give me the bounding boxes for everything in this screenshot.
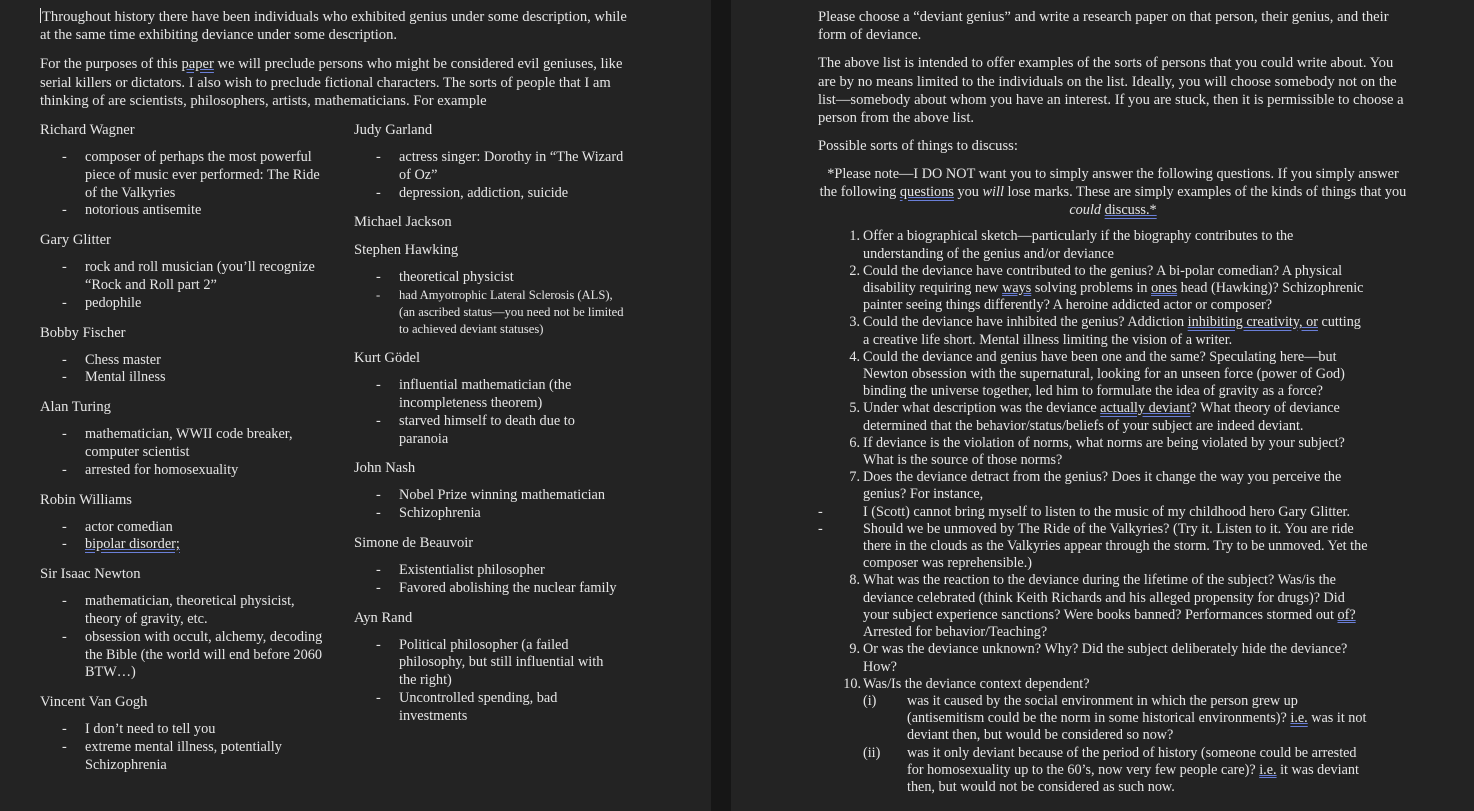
trait-item: - Existentialist philosopher: [354, 562, 624, 580]
question-item: 7. Does the deviance detract from the genius? Does it change the way you perceive the genius? For instance, - I (Scott) cannot bring myself to listen to the music of my childhood hero Gary Glitter. - Should we be unmoved by The Ride of the Valkyries? (Try it. Listen to it. You are ride there in the clouds as the Valkyries appear through the storm. Try to be unmoved. Yet the composer was reprehensible.): [818, 469, 1368, 572]
person-entry: [354, 534, 624, 598]
trait-item: - Chess master: [40, 352, 330, 370]
person-name: Alan Turing: [40, 399, 111, 416]
grammar-flag: questions: [899, 184, 954, 201]
examples-column-a: [40, 121, 330, 786]
person-name: Vincent Van Gogh: [40, 694, 148, 711]
person-entry: [354, 213, 624, 231]
person-entry: [354, 121, 624, 202]
topics-heading: Possible sorts of things to discuss:: [818, 138, 1018, 155]
grammar-flag: i.e.: [1259, 761, 1277, 778]
text-cursor: [40, 8, 41, 23]
roman-item: (i) was it caused by the social environment in which the person grew up (antisemitism could be the norm in some historical environments)? i.e. was it not deviant then, but would be considered so now?: [863, 692, 1367, 744]
questions-list: [818, 228, 1368, 796]
person-traits: [354, 637, 624, 726]
question-item: 8. What was the reaction to the deviance during the lifetime of the subject? Was/is the deviance celebrated (think Keith Richards and his alleged propensity for drugs)? Did your subject experience sanctions? Were books banned? Performances stormed out of? Arrested for behavior/Teaching?: [849, 572, 1356, 641]
trait-item: - arrested for homosexuality: [40, 462, 330, 480]
trait-item: - Nobel Prize winning mathematician: [354, 487, 624, 505]
trait-item: - composer of perhaps the most powerful piece of music ever performed: The Ride of the Valkyries: [40, 149, 330, 202]
person-name: Stephen Hawking: [354, 242, 459, 259]
person-traits: [354, 377, 624, 448]
sub-item: - Should we be unmoved by The Ride of the Valkyries? (Try it. Listen to it. You are ride there in the clouds as the Valkyries appear through the storm. Try to be unmoved. Yet the composer was reprehensible.): [818, 521, 1368, 573]
question-item: 5. Under what description was the deviance actually deviant? What theory of deviance determined that the behavior/status/beliefs of your subject are indeed deviant.: [849, 400, 1340, 434]
person-name: Kurt Gödel: [354, 350, 421, 367]
person-name: Robin Williams: [40, 491, 132, 508]
question-10-subitems: [863, 693, 1368, 796]
question-item: 3. Could the deviance have inhibited the genius? Addiction inhibiting creativity, or cutting a creative life short. Mental illness limiting the vision of a writer.: [849, 314, 1361, 348]
grammar-flag: i.e.: [1290, 710, 1308, 727]
trait-item: - extreme mental illness, potentially Schizophrenia: [40, 739, 330, 775]
trait-item: - mathematician, theoretical physicist, theory of gravity, etc.: [40, 593, 330, 629]
trait-item: - Uncontrolled spending, bad investments: [354, 690, 624, 726]
person-name: Ayn Rand: [354, 609, 413, 626]
roman-item: (ii) was it only deviant because of the period of history (someone could be arrested for homosexuality up to the 60’s, now very few people care)? i.e. it was deviant then, but would not be considered as such now.: [863, 744, 1359, 795]
person-entry: [40, 231, 330, 312]
intro-paragraph: Throughout history there have been individuals who exhibited genius under some description, while at the same time exhibiting deviance under some description.: [40, 9, 627, 44]
sub-item: - I (Scott) cannot bring myself to listen to the music of my childhood hero Gary Glitter.: [818, 504, 1368, 521]
question-item: 2. Could the deviance have contributed to the genius? A bi-polar comedian? A physical disability requiring new ways solving problems in ones head (Hawking)? Schizophrenic painter seeing things differently? A heroine addicted actor or composer?: [849, 262, 1364, 314]
person-traits: [354, 269, 624, 338]
trait-item: - starved himself to death due to paranoia: [354, 413, 624, 449]
trait-item: - had Amyotrophic Lateral Sclerosis (ALS), (an ascribed status—you need not be limited to achieved deviant statuses): [354, 287, 624, 338]
document-page-right: [731, 0, 1474, 811]
grammar-flag: of?: [1337, 606, 1356, 623]
trait-item: - Political philosopher (a failed philosophy, but still influential with the right): [354, 637, 624, 690]
question-item: 9. Or was the deviance unknown? Why? Did the subject deliberately hide the deviance? How?: [849, 641, 1348, 675]
person-name: Bobby Fischer: [40, 324, 126, 341]
trait-item: - rock and roll musician (you’ll recognize “Rock and Roll part 2”: [40, 259, 330, 295]
trait-item: - Schizophrenia: [354, 505, 624, 523]
trait-item: - obsession with occult, alchemy, decoding the Bible (the world will end before 2060 BTW…): [40, 629, 330, 682]
person-traits: [40, 593, 330, 682]
document-page-left: [0, 0, 711, 811]
page-gutter: [711, 0, 731, 811]
person-entry: [354, 241, 624, 338]
list-explanation-paragraph: The above list is intended to offer examples of the sorts of persons that you could write about. You are by no means limited to the individuals on the list. Ideally, you will choose somebody not on the list—somebody about whom you have an interest. If you are stuck, then it is permissible to choose a person from the above list.: [818, 55, 1404, 127]
person-name: Gary Glitter: [40, 232, 111, 249]
grammar-flag: actually deviant: [1100, 400, 1191, 417]
person-traits: [40, 259, 330, 312]
person-name: Richard Wagner: [40, 122, 135, 139]
person-traits: [40, 426, 330, 479]
grammar-flag: discuss.*: [1104, 202, 1157, 219]
trait-item: - actor comedian: [40, 519, 330, 537]
person-traits: [40, 352, 330, 388]
trait-item: - Favored abolishing the nuclear family: [354, 580, 624, 598]
grammar-flag: inhibiting creativity, or: [1187, 314, 1318, 331]
trait-item: - actress singer: Dorothy in “The Wizard of Oz”: [354, 149, 624, 185]
trait-item: - I don’t need to tell you: [40, 721, 330, 739]
person-entry: [40, 565, 330, 682]
person-entry: [354, 459, 624, 523]
person-name: John Nash: [354, 460, 416, 477]
trait-item: - theoretical physicist: [354, 269, 624, 287]
person-name: Sir Isaac Newton: [40, 566, 141, 583]
person-entry: [40, 398, 330, 479]
trait-item: - influential mathematician (the incompleteness theorem): [354, 377, 624, 413]
grammar-flag: ways: [1002, 280, 1032, 297]
question-item: 6. If deviance is the violation of norms, what norms are being violated by your subject? What is the source of those norms?: [849, 434, 1345, 469]
trait-item: - Mental illness: [40, 369, 330, 387]
person-entry: [40, 324, 330, 388]
person-traits: [40, 519, 330, 555]
grammar-flag: paper: [181, 56, 214, 73]
trait-item: - pedophile: [40, 295, 330, 313]
question-item: 10. Was/Is the deviance context dependent? (i) was it caused by the social environment in which the person grew up (antisemitism could be the norm in some historical environments)? i.e. was it not deviant then, but would be considered so now? (ii) was it only deviant because of the period of history (someone could be arrested for homosexuality up to the 60’s, now very few people care)? i.e. it was deviant then, but would not be considered as such now.: [843, 675, 1367, 795]
purpose-paragraph: For the purposes of this paper we will preclude persons who might be considered evil geniuses, like serial killers or dictators. I also wish to preclude fictional characters. The sorts of people that I am thinking of are scientists, philosophers, artists, mathematicians. For example: [40, 56, 623, 109]
trait-item: - bipolar disorder;: [40, 536, 330, 554]
person-entry: [40, 121, 330, 220]
trait-item: - depression, addiction, suicide: [354, 185, 624, 203]
person-traits: [40, 149, 330, 220]
person-name: Simone de Beauvoir: [354, 534, 474, 551]
person-entry: [40, 693, 330, 774]
please-note: *Please note—I DO NOT want you to simply answer the following questions. If you simply answer the following questions you will lose marks. These are simply examples of the kinds of things that you could discuss.*: [819, 166, 1407, 219]
person-name: Michael Jackson: [354, 214, 452, 231]
person-traits: [354, 487, 624, 523]
question-7-examples: [818, 504, 1368, 573]
grammar-flag: ones: [1151, 280, 1178, 297]
trait-item: - mathematician, WWII code breaker, computer scientist: [40, 426, 330, 462]
person-entry: [40, 491, 330, 555]
assignment-paragraph: Please choose a “deviant genius” and write a research paper on that person, their genius, and their form of deviance.: [818, 9, 1389, 44]
person-traits: [354, 149, 624, 202]
person-entry: [354, 609, 624, 726]
person-entry: [354, 349, 624, 448]
trait-item: - notorious antisemite: [40, 202, 330, 220]
question-item: 1. Offer a biographical sketch—particularly if the biography contributes to the understanding of the genius and/or deviance: [849, 228, 1294, 262]
person-traits: [40, 721, 330, 774]
question-item: 4. Could the deviance and genius have been one and the same? Speculating here—but Newton obsession with the supernatural, looking for an unseen force (power of God) binding the universe together, led him to formulate the idea of gravity as a force?: [849, 348, 1345, 400]
examples-column-b: [354, 121, 624, 737]
person-name: Judy Garland: [354, 122, 433, 139]
person-traits: [354, 562, 624, 598]
